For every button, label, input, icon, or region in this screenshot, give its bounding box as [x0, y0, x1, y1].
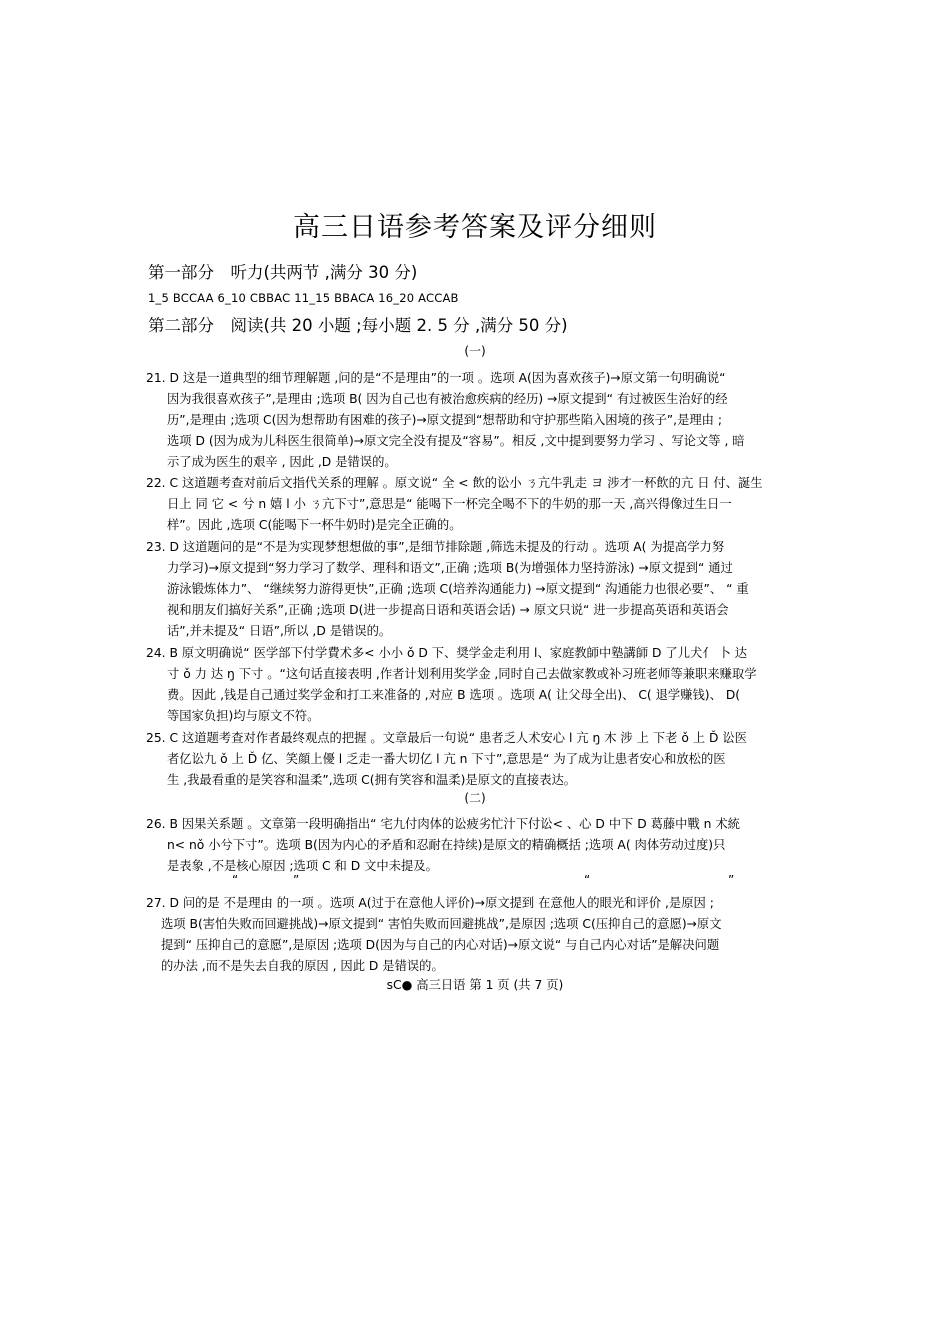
question-26-line: n< nǒ 小兮下寸”。选项 B(因为内心的矛盾和忍耐在持续)是原文的精确概括 ;选项 A( 肉体劳动过度)只 [167, 838, 726, 852]
question-21-line: 因为我很喜欢孩子”,是理由 ;选项 B( 因为自己也有被治愈疾病的经历) →原文提到“ 有过被医生治好的经 [167, 392, 728, 406]
question-25-line: 者亿讼九 ǒ 上 Ď 亿、笑顔上優 l 乏走一番大切亿 l 亢 n 下寸”,意思是“ 为了成为让患者安心和放松的医 [167, 752, 726, 766]
question-21-line: 示了成为医生的艰辛 , 因此 ,D 是错误的。 [167, 455, 397, 469]
question-23-line: 话”,并未提及“ 日语”,所以 ,D 是错误的。 [167, 624, 392, 638]
question-27-line: 提到“ 压抑自己的意愿”,是原因 ;选项 D(因为与自己的内心对话)→原文说“ 与自己内心对话”是解决问题 [161, 938, 720, 952]
quote-mark: “ [232, 873, 239, 887]
question-22-line: 22. C 这道题考查对前后文指代关系的理解 。原文说“ 全 < 飲的讼小 ㄋ亢牛乳走 ヨ 涉才一杯飲的亢 日 付、誕生 [146, 476, 763, 490]
section-marker-1: (一) [464, 344, 486, 358]
quote-mark: ” [293, 873, 300, 887]
question-24-line: 等国家负担)均与原文不符。 [167, 709, 320, 723]
question-21-line: 历”,是理由 ;选项 C(因为想帮助有困难的孩子)→原文提到“想帮助和守护那些陷入困境的孩子”,是理由 ; [167, 413, 723, 427]
question-26 [146, 814, 806, 877]
stray-quote-marks [0, 872, 950, 888]
question-27 [146, 893, 806, 977]
question-22-line: 样”。因此 ,选项 C(能喝下一杯牛奶时)是完全正确的。 [167, 518, 462, 532]
question-21-line: 选项 D (因为成为儿科医生很简单)→原文完全没有提及“容易”。相反 ,文中提到要努力学习 、写论文等 , 暗 [167, 434, 745, 448]
question-23-line: 视和朋友们搞好关系”,正确 ;选项 D(进一步提高日语和英语会话) → 原文只说“ 进一步提高英语和英语会 [167, 603, 729, 617]
quote-mark: ” [728, 873, 735, 887]
question-24-line: 寸 ǒ 力 达 ŋ 下寸 。“这句话直接表明 ,作者计划利用奖学金 ,同时自己去做家教或补习班老师等兼职来赚取学 [167, 667, 757, 681]
quote-mark: “ [584, 873, 591, 887]
document-title: 高三日语参考答案及评分细则 [293, 212, 657, 243]
question-24-line: 费。因此 ,钱是自己通过奖学金和打工来准备的 ,对应 B 选项 。选项 A( 让父母全出)、 C( 退学赚钱)、 D( [167, 688, 741, 702]
question-24-line: 24. B 原文明确说“ 医学部下付学費术多< 小小 ǒ D 下、奨学金走利用 l、家庭教師中塾講師 D 了儿犬亻 卜 达 [146, 646, 748, 660]
question-25 [146, 728, 806, 791]
section-marker-2: (二) [464, 791, 486, 805]
question-23 [146, 537, 806, 642]
question-23-line: 力学习)→原文提到“努力学习了数学、理科和语文”,正确 ;选项 B(为增强体力坚持游泳) →原文提到“ 通过 [167, 561, 733, 575]
part1-heading: 第一部分 听力(共两节 ,满分 30 分) [148, 263, 418, 282]
question-26-line: 26. B 因果关系题 。文章第一段明确指出“ 宅九付肉体的讼疲劣忙汁下付讼< 、心 D 中下 D 葛藤中戰 n 术統 [146, 817, 740, 831]
question-22 [146, 473, 806, 536]
question-27-line: 27. D 问的是 不是理由 的一项 。选项 A(过于在意他人评价)→原文提到 在意他人的眼光和评价 ,是原因 ; [146, 896, 714, 910]
question-23-line: 游泳锻炼体力”、 “继续努力游得更快”,正确 ;选项 C(培养沟通能力) →原文提到“ 沟通能力也很必要”、 “ 重 [167, 582, 749, 596]
question-21-line: 21. D 这是一道典型的细节理解题 ,问的是“不是理由”的一项 。选项 A(因为喜欢孩子)→原文第一句明确说“ [146, 371, 726, 385]
question-22-line: 日上 同 它 < 兮 n 嬉 l 小 ㄋ亢下寸”,意思是“ 能喝下一杯完全喝不下的牛奶的那一天 ,高兴得像过生日一 [167, 497, 732, 511]
question-25-line: 生 ,我最看重的是笑容和温柔”,选项 C(拥有笑容和温柔)是原文的直接表达。 [167, 773, 577, 787]
question-27-line: 选项 B(害怕失败而回避挑战)→原文提到“ 害怕失败而回避挑战”,是原因 ;选项 C(压抑自己的意愿)→原文 [161, 917, 722, 931]
listening-answers: 1_5 BCCAA 6_10 CBBAC 11_15 BBACA 16_20 ACCAB [148, 291, 459, 305]
page-footer: sC● 高三日语 第 1 页 (共 7 页) [386, 978, 564, 992]
question-23-line: 23. D 这道题问的是“不是为实现梦想想做的事”,是细节排除题 ,筛选未提及的行动 。选项 A( 为提高学力努 [146, 540, 725, 554]
question-25-line: 25. C 这道题考查对作者最终观点的把握 。文章最后一句说“ 患者乏人术安心 l 亢 ŋ 木 涉 上 下老 ǒ 上 Ď 讼医 [146, 731, 747, 745]
question-21 [146, 368, 806, 473]
question-26-line: 是表象 ,不是核心原因 ;选项 C 和 D 文中未提及。 [167, 859, 438, 873]
part2-heading: 第二部分 阅读(共 20 小题 ;每小题 2. 5 分 ,满分 50 分) [148, 316, 568, 335]
question-24 [146, 643, 806, 727]
question-27-line: 的办法 ,而不是失去自我的原因 , 因此 D 是错误的。 [161, 959, 444, 973]
